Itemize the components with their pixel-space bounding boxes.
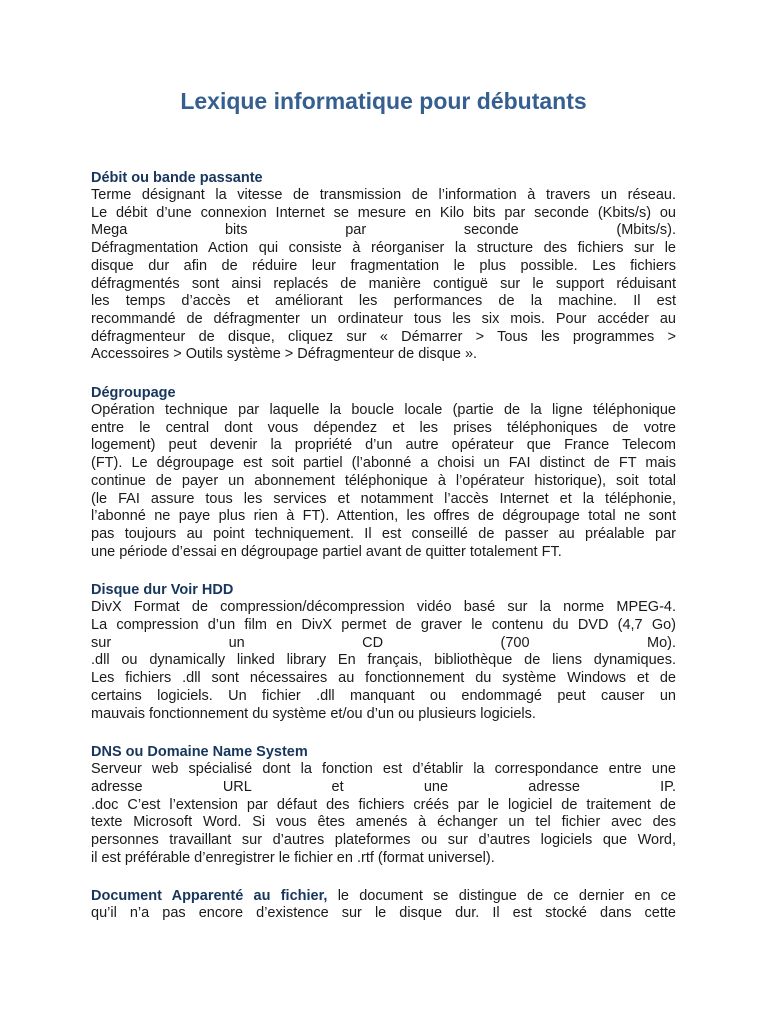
definition-line: Mega bits par seconde (Mbits/s). (91, 222, 676, 239)
definition-line: Terme désignant la vitesse de transmission de l’information à travers un réseau. (91, 187, 676, 203)
definition-line (91, 888, 676, 906)
entry-term: Dégroupage (91, 385, 176, 402)
entry-definition (91, 402, 676, 561)
definition-line: défragmentés sont ainsi replacés de manière contiguë sur le support réduisant (91, 275, 676, 292)
definition-line: l’abonné ne paye plus rien à FT). Attention, les offres de dégroupage total ne sont (91, 508, 676, 525)
definition-line: recommandé de défragmenter un ordinateur tous les six mois. Pour accéder au (91, 310, 676, 327)
definition-line: texte Microsoft Word. Si vous êtes amenés à échanger un tel fichier avec des (91, 814, 676, 831)
glossary-entry (91, 581, 676, 723)
entry-definition (91, 761, 676, 867)
definition-line: disque dur afin de réduire leur fragmentation le plus possible. Les fichiers (91, 257, 676, 274)
definition-line: adresse URL et une adresse IP. (91, 778, 676, 795)
definition-line: il est préférable d’enregistrer le fichier en .rtf (format universel). (91, 849, 495, 866)
definition-line: Les fichiers .dll sont nécessaires au fonctionnement du système Windows et de (91, 670, 676, 687)
definition-line: logement) peut devenir la propriété d’un autre opérateur que France Telecom (91, 437, 676, 454)
definition-line: entre le central dont vous dépendez et les prises téléphoniques de votre (91, 419, 676, 436)
definition-line: pas toujours au point techniquement. Il est conseillé de passer au préalable par (91, 525, 676, 542)
entry-definition (91, 599, 676, 723)
definition-line: Défragmentation Action qui consiste à réorganiser la structure des fichiers sur le (91, 240, 676, 257)
entry-term: Document Apparenté au fichier, (91, 887, 328, 904)
glossary-entries (91, 169, 676, 943)
definition-line: Serveur web spécialisé dont la fonction est d’établir la correspondance entre une (91, 761, 676, 778)
entry-term: Débit ou bande passante (91, 170, 263, 186)
definition-line: certains logiciels. Un fichier .dll manquant ou endommagé peut causer un (91, 687, 676, 704)
definition-line: les temps d’accès et améliorant les performances de la machine. Il est (91, 293, 676, 310)
definition-line: sur un CD (700 Mo). (91, 634, 676, 651)
definition-line: La compression d’un film en DivX permet de graver le contenu du DVD (4,7 Go) (91, 617, 676, 634)
glossary-entry (91, 888, 676, 923)
definition-text: le document se distingue de ce dernier en ce (327, 887, 677, 904)
glossary-entry (91, 169, 676, 364)
glossary-entry (91, 384, 676, 561)
definition-line: continue de payer un abonnement téléphonique à l’opérateur historique), soit total (91, 472, 676, 489)
definition-line: (FT). Le dégroupage est soit partiel (l’abonné a choisi un FAI distinct de FT mais (91, 455, 676, 472)
definition-line: .doc C’est l’extension par défaut des fichiers créés par le logiciel de traitement de (91, 796, 676, 813)
definition-line: Opération technique par laquelle la boucle locale (partie de la ligne téléphonique (91, 402, 676, 419)
definition-line: qu’il n’a pas encore d’existence sur le disque dur. Il est stocké dans cette (91, 905, 676, 922)
definition-line: Le débit d’une connexion Internet se mesure en Kilo bits par seconde (Kbits/s) ou (91, 204, 676, 221)
definition-line: DivX Format de compression/décompression vidéo basé sur la norme MPEG-4. (91, 599, 676, 616)
definition-line: défragmenteur de disque, cliquez sur « Démarrer > Tous les programmes > (91, 328, 676, 345)
glossary-entry (91, 743, 676, 867)
definition-line: personnes travaillant sur d’autres plateformes ou sur d’autres logiciels que Word, (91, 832, 676, 849)
definition-line: Accessoires > Outils système > Défragmenteur de disque ». (91, 346, 478, 363)
page-title: Lexique informatique pour débutants (180, 88, 587, 114)
entry-term: DNS ou Domaine Name System (91, 744, 308, 761)
entry-definition (91, 187, 676, 364)
definition-line: une période d’essai en dégroupage partiel avant de quitter totalement FT. (91, 543, 562, 560)
definition-line: mauvais fonctionnement du système et/ou d’un ou plusieurs logiciels. (91, 705, 536, 722)
definition-line: .dll ou dynamically linked library En français, bibliothèque de liens dynamiques. (91, 652, 676, 669)
entry-term: Disque dur Voir HDD (91, 582, 234, 599)
definition-line: (le FAI assure tous les services et notamment l’accès Internet et la téléphonie, (91, 490, 676, 507)
entry-definition (91, 888, 676, 923)
